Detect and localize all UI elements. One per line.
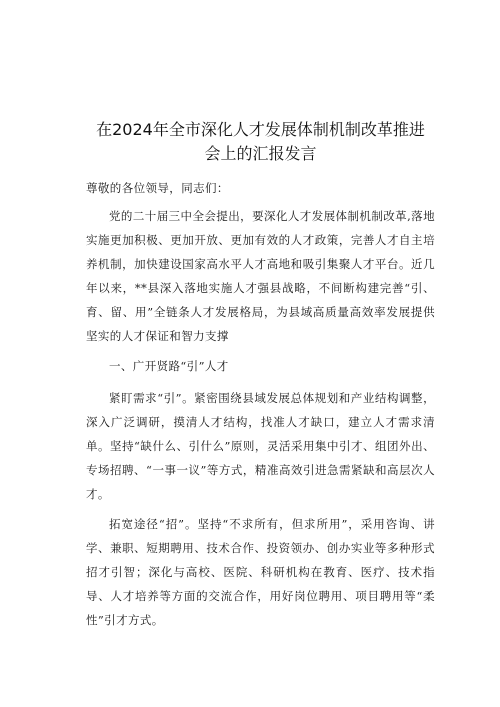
title-line-2: 会上的汇报发言	[204, 144, 317, 163]
intro-paragraph: 党的二十届三中全会提出，要深化人才发展体制机制改革,落地实施更加积极、更加开放、更加有效的人才政策，完善人才自主培养机制，加快建设国家高水平人才高地和吸引集聚人才平台。近几年以来，**县深入落地实施人才强县战略，不间断构建完善“引、育、留、用”全链条人才发展格局，为县域高质量高效率发展提供坚实的人才保证和智力支撑	[86, 209, 435, 343]
document-title	[86, 118, 435, 166]
section-heading-1: 一、广开贤路“引”人才	[109, 359, 229, 373]
title-line-1: 在2024年全市深化人才发展体制机制改革推进	[96, 120, 425, 139]
salutation: 尊敬的各位领导，同志们：	[86, 181, 229, 195]
paragraph-1: 紧盯需求“引”。紧密围绕县域发展总体规划和产业结构调整，深入广泛调研，摸清人才结构，找准人才缺口，建立人才需求清单。坚持“缺什么、引什么”原则，灵活采用集中引才、组团外出、专场招聘、“一事一议”等方式，精准高效引进急需紧缺和高层次人才。	[86, 391, 435, 501]
paragraph-2: 拓宽途径“招”。坚持“不求所有，但求所用”，采用咨询、讲学、兼职、短期聘用、技术合作、投资领办、创办实业等多种形式招才引智；深化与高校、医院、科研机构在教育、医疗、技术指导、人才培养等方面的交流合作，用好岗位聘用、项目聘用等“柔性”引才方式。	[86, 517, 435, 627]
